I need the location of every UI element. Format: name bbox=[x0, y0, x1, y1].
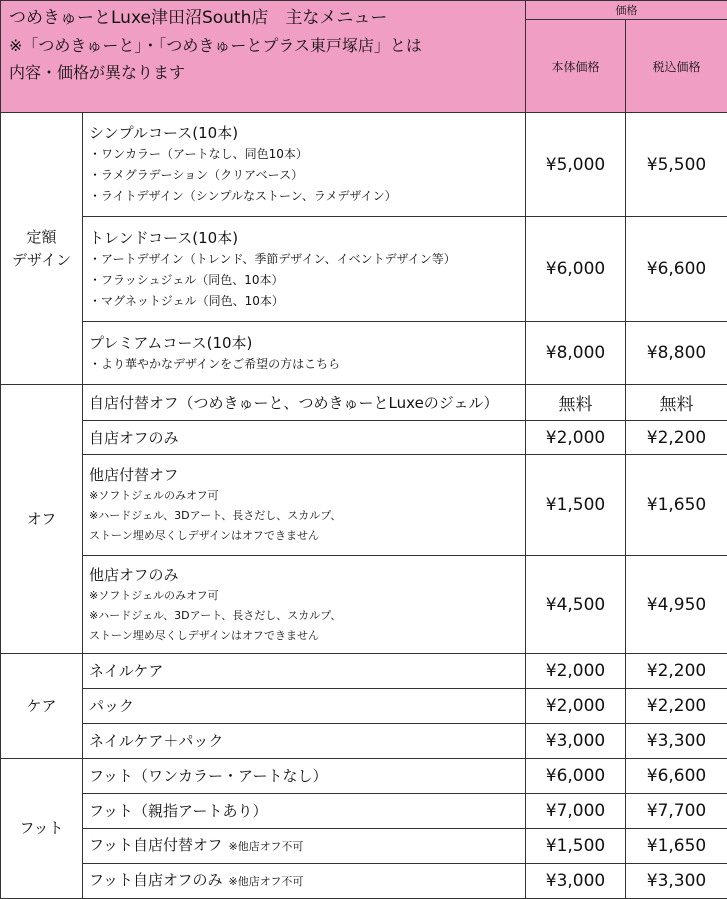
menu-header-title bbox=[1, 1, 526, 113]
menu-item-detail: ・ラメグラデーション（クリアベース） bbox=[89, 168, 304, 182]
menu-item-title: 自店オフのみ bbox=[89, 428, 179, 447]
menu-item-title: 他店付替オフ bbox=[89, 466, 179, 484]
table-row bbox=[1, 724, 727, 759]
category-care: ケア bbox=[1, 654, 83, 759]
table-row bbox=[1, 689, 727, 724]
table-row bbox=[1, 217, 727, 322]
base-price: ¥5,000 bbox=[526, 113, 626, 217]
table-row bbox=[1, 421, 727, 455]
menu-item-title: プレミアムコース(10本) bbox=[89, 333, 253, 352]
menu-item bbox=[83, 864, 526, 899]
tax-price: ¥1,650 bbox=[626, 455, 727, 556]
base-price: ¥2,000 bbox=[526, 421, 626, 455]
tax-price: ¥8,800 bbox=[626, 322, 727, 385]
menu-item bbox=[83, 322, 526, 385]
table-row bbox=[1, 113, 727, 217]
menu-item bbox=[83, 829, 526, 864]
menu-item-detail: ※ハードジェル、3Dアート、長さだし、スカルプ、 bbox=[89, 608, 342, 622]
menu-item-note: ※他店オフ不可 bbox=[228, 840, 304, 853]
menu-item-title bbox=[89, 834, 519, 858]
menu-item-detail: ・ライトデザイン（シンプルなストーン、ラメデザイン） bbox=[89, 189, 397, 203]
menu-item-detail: ・より華やかなデザインをご希望の方はこちら bbox=[89, 356, 341, 371]
menu-item-title: パック bbox=[89, 697, 135, 715]
base-price: 無料 bbox=[526, 385, 626, 421]
menu-item-title: ネイルケア＋パック bbox=[89, 732, 224, 750]
menu-item-detail: ※ハードジェル、3Dアート、長さだし、スカルプ、 bbox=[89, 509, 342, 522]
base-price: ¥8,000 bbox=[526, 322, 626, 385]
base-price: ¥6,000 bbox=[526, 217, 626, 322]
menu-item bbox=[83, 556, 526, 654]
tax-price: ¥6,600 bbox=[626, 759, 727, 794]
category-design bbox=[1, 113, 83, 385]
tax-price: ¥4,950 bbox=[626, 556, 727, 654]
menu-item bbox=[83, 421, 526, 455]
menu-item-title: フット（ワンカラー・アートなし） bbox=[89, 767, 328, 785]
menu-item bbox=[83, 385, 526, 421]
tax-price: ¥3,300 bbox=[626, 724, 727, 759]
menu-item bbox=[83, 217, 526, 322]
menu-item bbox=[83, 794, 526, 829]
menu-item-title: トレンドコース(10本) bbox=[89, 228, 239, 247]
base-price: ¥1,500 bbox=[526, 829, 626, 864]
table-row bbox=[1, 794, 727, 829]
table-row bbox=[1, 759, 727, 794]
tax-price-header: 税込価格 bbox=[626, 20, 727, 113]
menu-item-title: フット（親指アートあり） bbox=[89, 802, 268, 820]
menu-item bbox=[83, 455, 526, 556]
menu-item-note: ※他店オフ不可 bbox=[228, 875, 304, 888]
menu-item-detail: ストーン埋め尽くしデザインはオフできません bbox=[89, 628, 320, 642]
base-price: ¥3,000 bbox=[526, 724, 626, 759]
menu-item-title: 自店付替オフ（つめきゅーと、つめきゅーとLuxeのジェル） bbox=[89, 393, 499, 412]
base-price: ¥1,500 bbox=[526, 455, 626, 556]
table-row bbox=[1, 556, 727, 654]
tax-price: ¥5,500 bbox=[626, 113, 727, 217]
base-price: ¥3,000 bbox=[526, 864, 626, 899]
menu-item bbox=[83, 724, 526, 759]
base-price: ¥4,500 bbox=[526, 556, 626, 654]
base-price: ¥2,000 bbox=[526, 689, 626, 724]
table-row bbox=[1, 455, 727, 556]
tax-price: ¥1,650 bbox=[626, 829, 727, 864]
tax-price: ¥6,600 bbox=[626, 217, 727, 322]
base-price: ¥7,000 bbox=[526, 794, 626, 829]
base-price: ¥2,000 bbox=[526, 654, 626, 689]
table-row bbox=[1, 829, 727, 864]
menu-item-detail: ・アートデザイン（トレンド、季節デザイン、イベントデザイン等） bbox=[89, 251, 456, 266]
notice-line-2: 内容・価格が異なります bbox=[9, 63, 186, 82]
category-label: デザイン bbox=[12, 250, 71, 269]
menu-item-title: ネイルケア bbox=[89, 662, 164, 680]
notice-line-1: ※「つめきゅーと」・「つめきゅーとプラス東戸塚店」とは bbox=[9, 36, 422, 55]
menu-item-title: 他店オフのみ bbox=[89, 565, 179, 584]
category-foot: フット bbox=[1, 759, 83, 899]
menu-item-title-text: フット自店オフのみ bbox=[89, 871, 223, 889]
table-row bbox=[1, 864, 727, 899]
menu-item bbox=[83, 113, 526, 217]
tax-price: 無料 bbox=[626, 385, 727, 421]
price-group-header: 価格 bbox=[526, 1, 727, 20]
menu-item bbox=[83, 759, 526, 794]
menu-item-detail: ストーン埋め尽くしデザインはオフできません bbox=[89, 529, 320, 542]
tax-price: ¥7,700 bbox=[626, 794, 727, 829]
tax-price: ¥2,200 bbox=[626, 421, 727, 455]
menu-item-detail: ・ワンカラー（アートなし、同色10本） bbox=[89, 147, 308, 161]
shop-title: つめきゅーとLuxe津田沼South店 主なメニュー bbox=[9, 8, 388, 28]
tax-price: ¥2,200 bbox=[626, 689, 727, 724]
tax-price: ¥2,200 bbox=[626, 654, 727, 689]
menu-item-detail: ※ソフトジェルのみオフ可 bbox=[89, 588, 219, 602]
table-row bbox=[1, 385, 727, 421]
menu-item-detail: ・フラッシュジェル（同色、10本） bbox=[89, 272, 284, 287]
category-off: オフ bbox=[1, 385, 83, 654]
menu-item-title: シンプルコース(10本) bbox=[89, 124, 239, 142]
table-row bbox=[1, 322, 727, 385]
category-label: 定額 bbox=[26, 227, 57, 246]
menu-item-detail: ※ソフトジェルのみオフ可 bbox=[89, 489, 219, 502]
menu-item-title bbox=[89, 869, 519, 893]
base-price-header: 本体価格 bbox=[526, 20, 626, 113]
menu-item-detail: ・マグネットジェル（同色、10本） bbox=[89, 293, 284, 308]
base-price: ¥6,000 bbox=[526, 759, 626, 794]
menu-item bbox=[83, 654, 526, 689]
table-row bbox=[1, 654, 727, 689]
menu-item bbox=[83, 689, 526, 724]
tax-price: ¥3,300 bbox=[626, 864, 727, 899]
menu-item-title-text: フット自店付替オフ bbox=[89, 836, 223, 854]
